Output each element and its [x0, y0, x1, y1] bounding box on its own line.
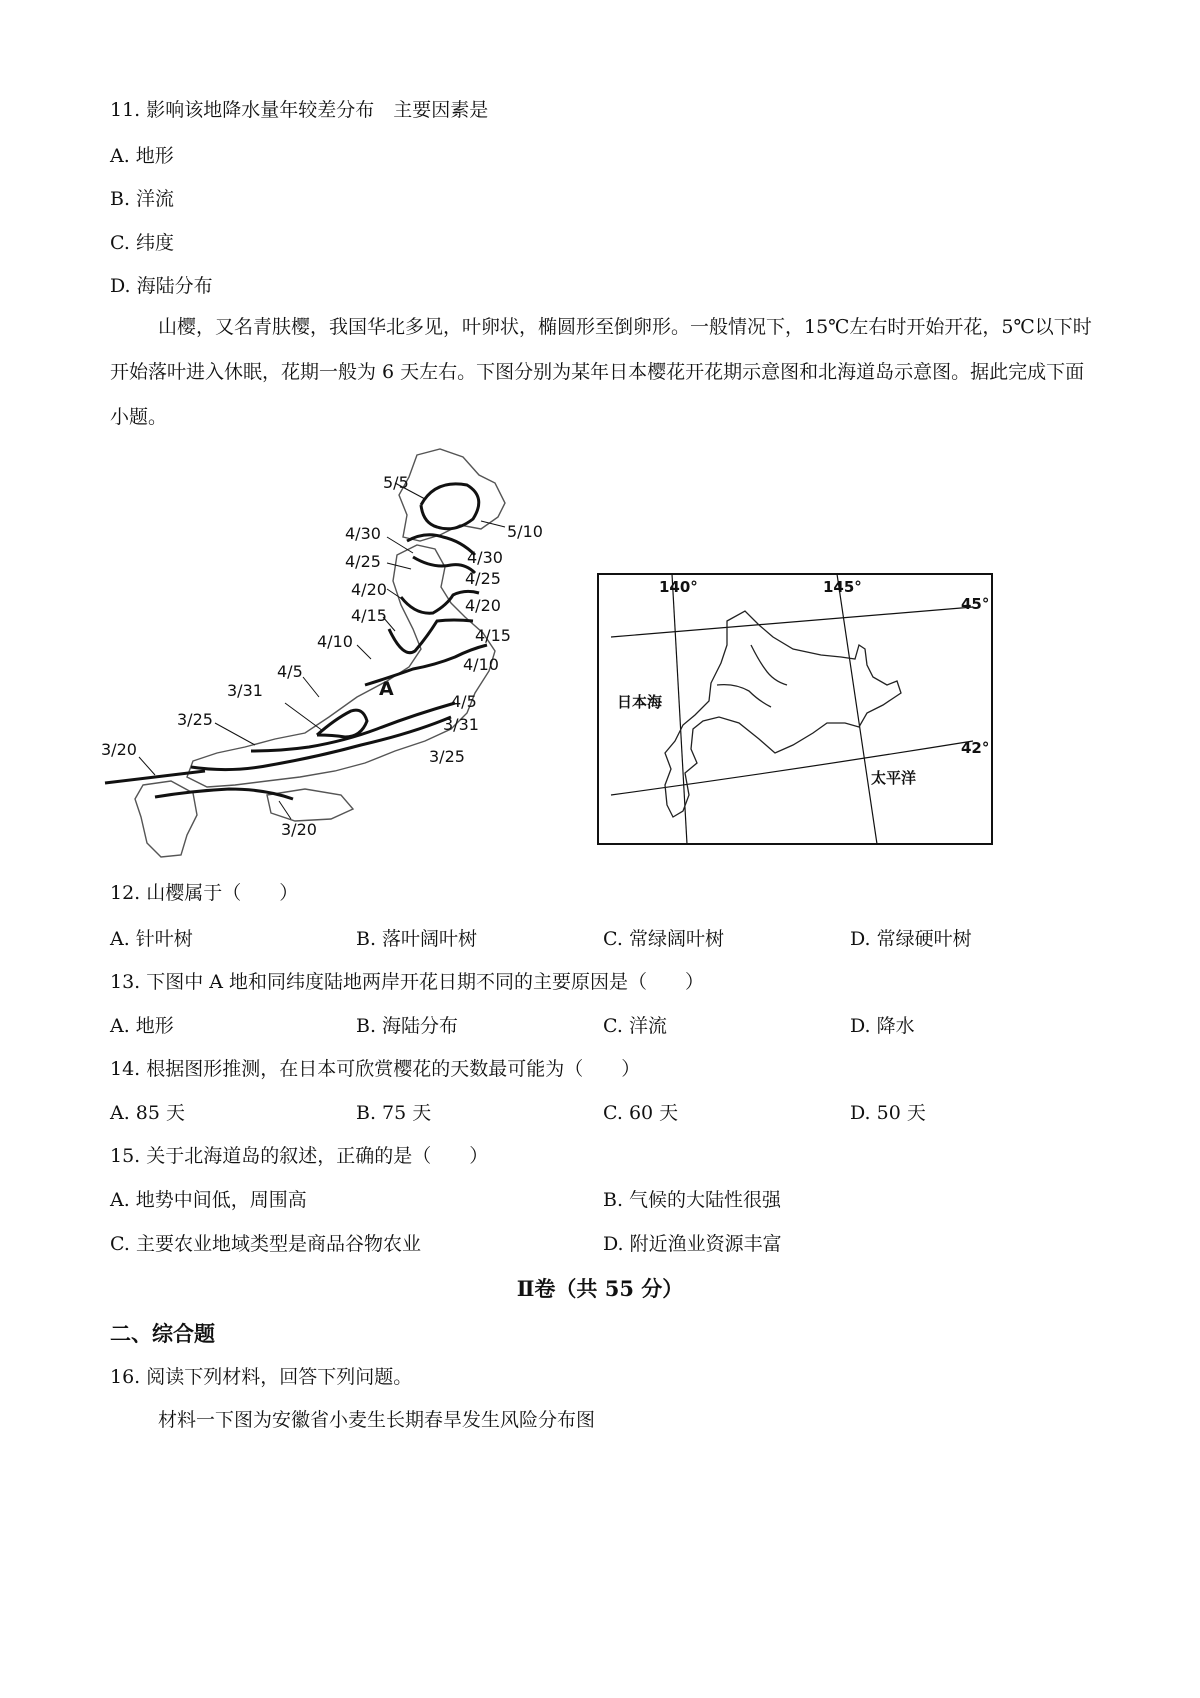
japan-cherry-blossom-map	[95, 445, 555, 865]
q13-option-b: B. 海陆分布	[356, 1015, 459, 1037]
section-title: Ⅱ卷（共 55 分）	[516, 1276, 684, 1301]
map-labels	[617, 578, 989, 787]
q13-option-c: C. 洋流	[603, 1015, 667, 1037]
q12-option-b: B. 落叶阔叶树	[356, 928, 478, 950]
q12-option-c: C. 常绿阔叶树	[603, 928, 724, 950]
q13-option-d: D. 降水	[850, 1015, 915, 1037]
q11-option-a: A. 地形	[110, 145, 174, 167]
longitude-145-label: 145°	[823, 578, 862, 596]
pacific-ocean-label: 太平洋	[871, 769, 917, 787]
q16-stem: 16. 阅读下列材料，回答下列问题。	[110, 1366, 413, 1388]
isoline-label: 4/20	[465, 596, 501, 615]
isoline-label: 4/10	[317, 632, 353, 651]
japan-coastline	[135, 449, 505, 857]
latitude-45-label: 45°	[961, 595, 990, 613]
isoline-label: 3/31	[443, 715, 479, 734]
q14-option-c: C. 60 天	[603, 1102, 679, 1124]
isoline-label: 4/15	[475, 626, 511, 645]
isoline-label: 4/25	[465, 569, 501, 588]
q16-material-1: 材料一下图为安徽省小麦生长期春旱发生风险分布图	[158, 1409, 596, 1431]
region-a-label: A	[379, 678, 394, 700]
isoline-label: 3/31	[227, 681, 263, 700]
q15-option-d: D. 附近渔业资源丰富	[603, 1233, 782, 1255]
q11-option-c: C. 纬度	[110, 232, 174, 254]
hokkaido-outline	[665, 611, 901, 817]
isoline-label: 3/25	[429, 747, 465, 766]
isoline-label: 4/20	[351, 580, 387, 599]
isoline-label: 4/5	[451, 692, 477, 711]
q15-stem: 15. 关于北海道岛的叙述，正确的是（ ）	[110, 1145, 489, 1167]
q11-stem: 11. 影响该地降水量年较差分布 主要因素是	[110, 99, 489, 121]
isoline-label: 3/20	[281, 820, 317, 839]
q15-option-b: B. 气候的大陆性很强	[603, 1189, 782, 1211]
isoline-label: 4/30	[345, 524, 381, 543]
q14-option-b: B. 75 天	[356, 1102, 432, 1124]
q12-option-d: D. 常绿硬叶树	[850, 928, 972, 950]
graticule	[611, 574, 973, 844]
isoline-label: 4/25	[345, 552, 381, 571]
q14-stem: 14. 根据图形推测，在日本可欣赏樱花的天数最可能为（ ）	[110, 1058, 641, 1080]
isoline-label: 4/10	[463, 655, 499, 674]
q12-option-a: A. 针叶树	[110, 928, 193, 950]
q13-stem: 13. 下图中 A 地和同纬度陆地两岸开花日期不同的主要原因是（ ）	[110, 971, 705, 993]
isoline-label: 4/30	[467, 548, 503, 567]
q15-option-a: A. 地势中间低，周围高	[110, 1189, 307, 1211]
isoline-label: 4/5	[277, 662, 303, 681]
hokkaido-map	[597, 573, 993, 845]
q11-option-b: B. 洋流	[110, 188, 175, 210]
q13-option-a: A. 地形	[110, 1015, 174, 1037]
q15-option-c: C. 主要农业地域类型是商品谷物农业	[110, 1233, 421, 1255]
material-text: 山樱，又名青肤樱，我国华北多见，叶卵状，椭圆形至倒卵形。一般情况下，15℃左右时开始开花，5℃以下时开始落叶进入休眠，花期一般为 6 天左右。下图分别为某年日本樱花开花期示意图和北海道岛示意图。据此完成下面小题。	[110, 316, 1092, 428]
q12-stem: 12. 山樱属于（ ）	[110, 882, 299, 904]
q14-option-a: A. 85 天	[110, 1102, 186, 1124]
isoline-label: 3/20	[101, 740, 137, 759]
latitude-42-label: 42°	[961, 739, 990, 757]
q11-option-d: D. 海陆分布	[110, 275, 213, 297]
sea-of-japan-label: 日本海	[617, 693, 663, 711]
isoline-label: 4/15	[351, 606, 387, 625]
longitude-140-label: 140°	[659, 578, 698, 596]
material-paragraph	[110, 305, 1100, 440]
section-heading: 二、综合题	[110, 1321, 215, 1346]
q14-option-d: D. 50 天	[850, 1102, 926, 1124]
isoline-label: 5/5	[383, 473, 409, 492]
isoline-label: 5/10	[507, 522, 543, 541]
isoline-label: 3/25	[177, 710, 213, 729]
